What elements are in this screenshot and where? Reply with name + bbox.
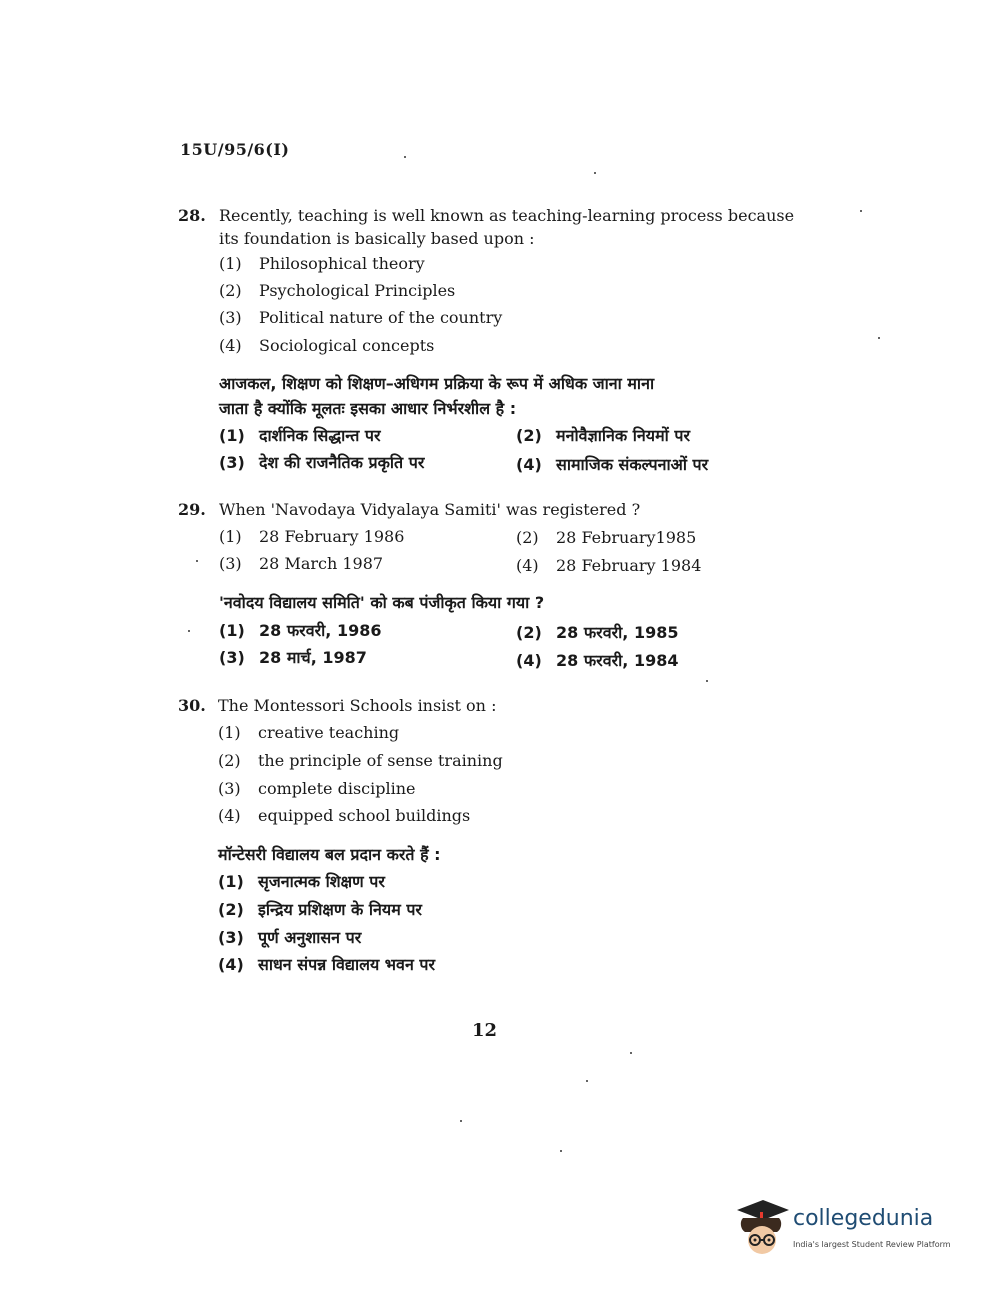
option-hindi: (3) पूर्ण अनुशासन पर: [218, 928, 362, 947]
scan-speck: [460, 1120, 462, 1122]
question-text-hindi: जाता है क्योंकि मूलतः इसका आधार निर्भरशील है :: [219, 399, 517, 418]
page-number: 12: [472, 1020, 498, 1041]
question-number: 28.: [178, 206, 206, 225]
scan-speck: [594, 172, 596, 174]
option-hindi: (3) 28 मार्च, 1987: [219, 648, 367, 667]
option-hindi: (4) सामाजिक संकल्पनाओं पर: [516, 455, 709, 474]
question-text-hindi: 'नवोदय विद्यालय समिति' को कब पंजीकृत किया गया ?: [219, 593, 545, 612]
collegedunia-logo: [733, 1196, 963, 1262]
question-text-hindi: मॉन्टेसरी विद्यालय बल प्रदान करते हैं :: [218, 845, 441, 864]
option-hindi: (1) 28 फरवरी, 1986: [219, 621, 382, 640]
scan-speck: [188, 630, 190, 632]
scan-speck: [586, 1080, 588, 1082]
option: (2) Psychological Principles: [219, 281, 456, 300]
scan-speck: [196, 560, 198, 562]
question-text-hindi: आजकल, शिक्षण को शिक्षण–अधिगम प्रक्रिया के रूप में अधिक जाना माना: [219, 374, 655, 393]
option: (1) creative teaching: [218, 723, 400, 742]
paper-code: 15U/95/6(I): [180, 140, 290, 159]
option: (2) 28 February1985: [516, 528, 697, 547]
question-text: When 'Navodaya Vidyalaya Samiti' was registered ?: [219, 500, 641, 519]
scan-speck: [560, 1150, 562, 1152]
question-text: Recently, teaching is well known as teaching-learning process because: [219, 206, 795, 225]
logo-tagline: India's largest Student Review Platform: [793, 1240, 951, 1249]
logo-wordmark: collegedunia: [793, 1206, 934, 1231]
scan-speck: [706, 680, 708, 682]
question-text: The Montessori Schools insist on :: [218, 696, 497, 715]
question-number: 30.: [178, 696, 206, 715]
option-hindi: (4) 28 फरवरी, 1984: [516, 651, 679, 670]
option: (3) 28 March 1987: [219, 554, 384, 573]
option: (1) 28 February 1986: [219, 527, 405, 546]
option: (2) the principle of sense training: [218, 751, 503, 770]
option: (3) Political nature of the country: [219, 308, 503, 327]
option: (4) Sociological concepts: [219, 336, 435, 355]
option-hindi: (1) दार्शनिक सिद्धान्त पर: [219, 426, 381, 445]
option-hindi: (2) मनोवैज्ञानिक नियमों पर: [516, 426, 690, 445]
graduate-mascot-icon: [733, 1196, 791, 1262]
question-number: 29.: [178, 500, 206, 519]
option: (4) 28 February 1984: [516, 556, 702, 575]
scan-speck: [630, 1052, 632, 1054]
option: (4) equipped school buildings: [218, 806, 471, 825]
scan-speck: [860, 210, 862, 212]
option-hindi: (4) साधन संपन्न विद्यालय भवन पर: [218, 955, 436, 974]
option: (3) complete discipline: [218, 779, 416, 798]
option-hindi: (2) 28 फरवरी, 1985: [516, 623, 679, 642]
option: (1) Philosophical theory: [219, 254, 425, 273]
option-hindi: (1) सृजनात्मक शिक्षण पर: [218, 872, 385, 891]
scan-speck: [878, 337, 880, 339]
option-hindi: (3) देश की राजनैतिक प्रकृति पर: [219, 453, 425, 472]
option-hindi: (2) इन्द्रिय प्रशिक्षण के नियम पर: [218, 900, 422, 919]
question-text: its foundation is basically based upon :: [219, 229, 535, 248]
scan-speck: [404, 156, 406, 158]
